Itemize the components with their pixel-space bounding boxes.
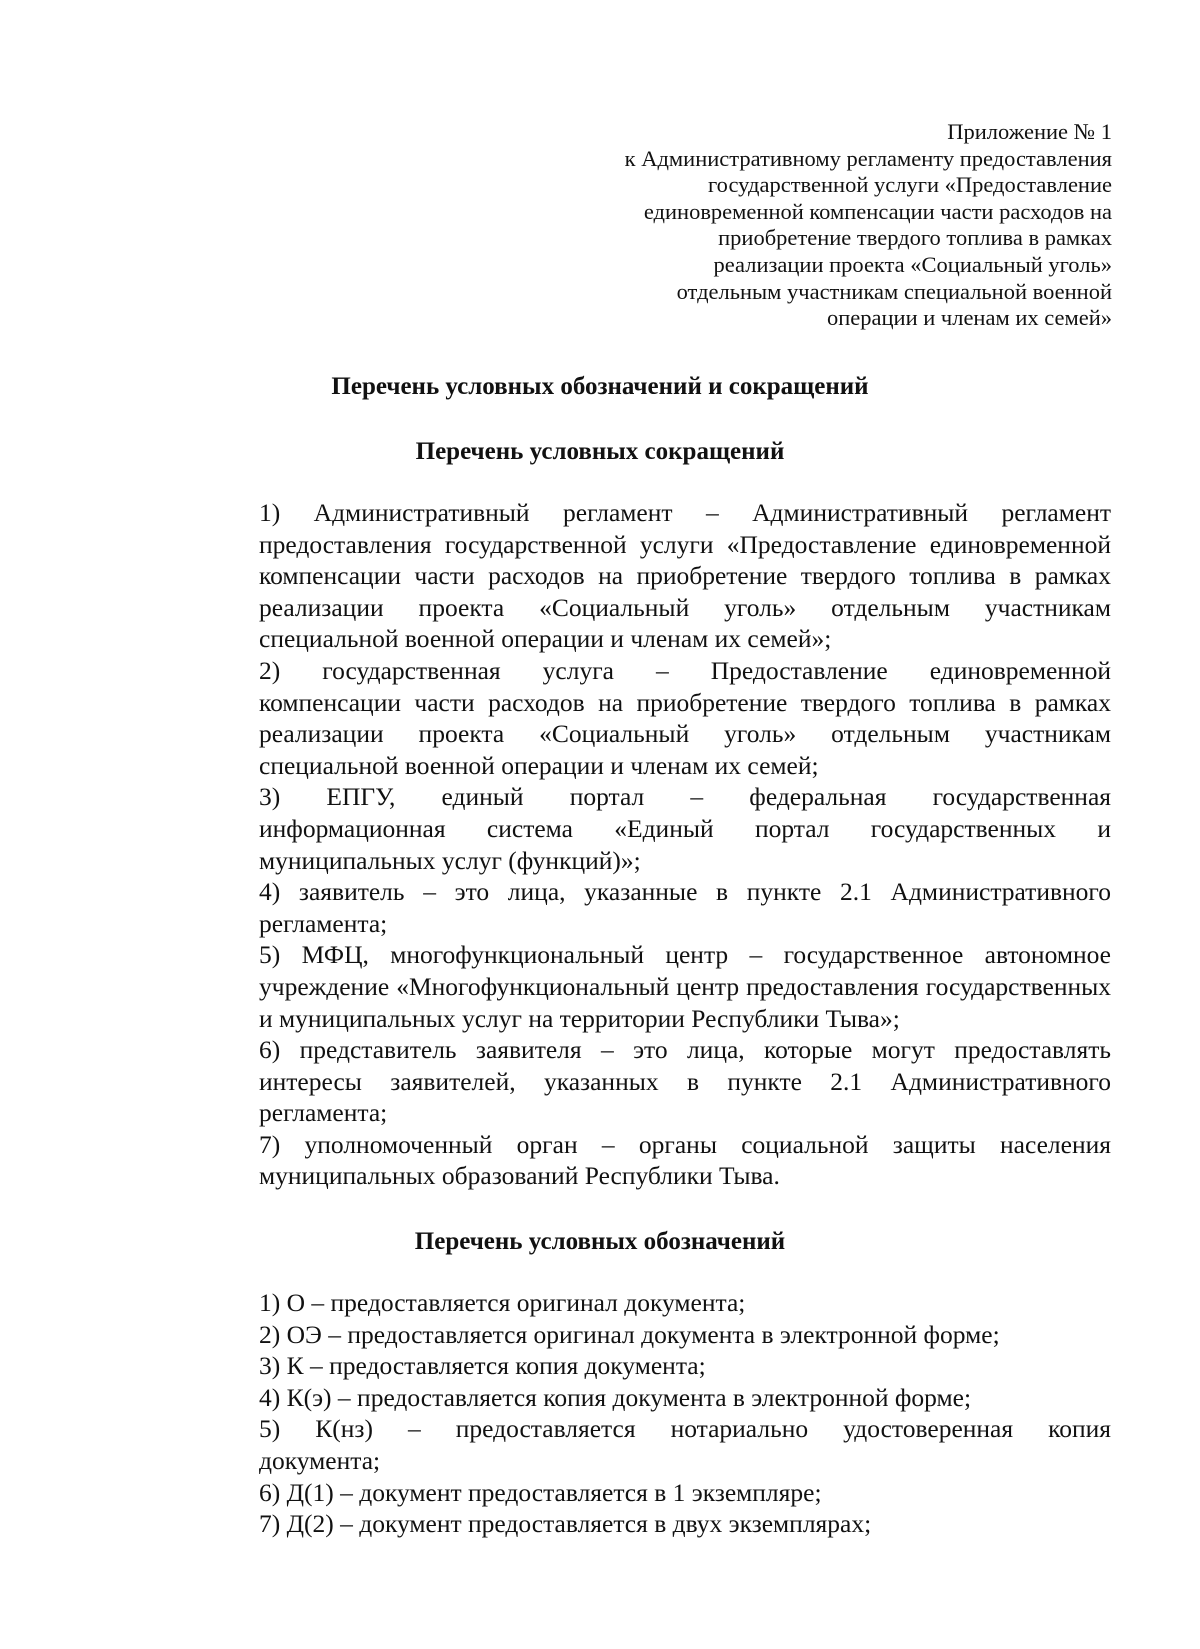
- item-line: специальной военной операции и членам их семей»;: [259, 624, 832, 654]
- item-line: компенсации части расходов на приобретение твердого топлива в рамках: [259, 687, 1111, 717]
- list-item: [191, 781, 1111, 876]
- abbreviations-title: Перечень условных сокращений: [415, 438, 785, 465]
- appendix-line: государственной услуги «Предоставление: [708, 172, 1112, 198]
- item-line: компенсации части расходов на приобретение твердого топлива в рамках: [259, 561, 1111, 591]
- item-line: реализации проекта «Социальный уголь» отдельным участникам: [259, 719, 1111, 749]
- item-line: 1) Административный регламент – Административный регламент: [259, 498, 1111, 527]
- appendix-line: единовременной компенсации части расходов на: [643, 198, 1112, 224]
- list-item: [191, 1129, 1111, 1192]
- item-line: реализации проекта «Социальный уголь» отдельным участникам: [259, 592, 1111, 622]
- item-line: муниципальных услуг (функций)»;: [259, 845, 641, 875]
- list-item: [191, 1350, 1111, 1382]
- item-line: 3) К – предоставляется копия документа;: [259, 1351, 706, 1381]
- list-item: [191, 1382, 1111, 1414]
- item-line: 4) заявитель – это лица, указанные в пункте 2.1 Административного: [259, 877, 1111, 907]
- appendix-line: отдельным участникам специальной военной: [676, 278, 1112, 304]
- appendix-line: к Административному регламенту предоставления: [624, 145, 1112, 171]
- item-line: 4) К(э) – предоставляется копия документа в электронной форме;: [259, 1382, 972, 1412]
- list-item: [191, 1413, 1111, 1476]
- item-line: и муниципальных услуг на территории Республики Тыва»;: [259, 1003, 900, 1033]
- list-item: [191, 1034, 1111, 1129]
- item-line: 5) МФЦ, многофункциональный центр – государственное автономное: [259, 940, 1111, 970]
- list-item: [191, 939, 1111, 1034]
- appendix-line: приобретение твердого топлива в рамках: [718, 225, 1112, 251]
- item-line: регламента;: [259, 908, 388, 938]
- item-line: 3) ЕПГУ, единый портал – федеральная государственная: [259, 782, 1111, 812]
- item-line: муниципальных образований Республики Тыва.: [259, 1161, 780, 1191]
- item-line: специальной военной операции и членам их семей;: [259, 750, 819, 780]
- item-line: 6) Д(1) – документ предоставляется в 1 экземпляре;: [259, 1477, 822, 1507]
- item-line: 7) уполномоченный орган – органы социальной защиты населения: [259, 1129, 1111, 1159]
- item-line: 7) Д(2) – документ предоставляется в двух экземплярах;: [259, 1509, 872, 1539]
- main-title: Перечень условных обозначений и сокращений: [331, 373, 869, 400]
- item-line: интересы заявителей, указанных в пункте 2.1 Административного: [259, 1066, 1111, 1096]
- symbols-title: Перечень условных обозначений: [414, 1228, 786, 1255]
- item-line: 2) ОЭ – предоставляется оригинал документа в электронной форме;: [259, 1319, 1000, 1349]
- item-line: 2) государственная услуга – Предоставление единовременной: [259, 655, 1111, 685]
- item-line: документа;: [259, 1445, 381, 1475]
- item-line: предоставления государственной услуги «Предоставление единовременной: [259, 529, 1111, 559]
- item-line: учреждение «Многофункциональный центр предоставления государственных: [259, 971, 1111, 1001]
- list-item: [191, 1477, 1111, 1509]
- list-item: [191, 1287, 1111, 1319]
- list-item: [191, 497, 1111, 655]
- appendix-line: Приложение № 1: [947, 119, 1112, 144]
- item-line: регламента;: [259, 1098, 388, 1128]
- list-item: [191, 1319, 1111, 1351]
- list-item: [191, 655, 1111, 781]
- appendix-line: реализации проекта «Социальный уголь»: [713, 251, 1112, 277]
- item-line: 6) представитель заявителя – это лица, которые могут предоставлять: [259, 1035, 1111, 1065]
- list-item: [191, 1508, 1111, 1540]
- item-line: 1) О – предоставляется оригинал документа;: [259, 1288, 746, 1317]
- abbreviations-list: [191, 497, 1111, 1192]
- symbols-list: [191, 1287, 1111, 1540]
- item-line: информационная система «Единый портал государственных и: [259, 813, 1111, 843]
- appendix-block: [560, 119, 1112, 332]
- item-line: 5) К(нз) – предоставляется нотариально удостоверенная копия: [259, 1414, 1111, 1444]
- list-item: [191, 876, 1111, 939]
- appendix-line: операции и членам их семей»: [826, 305, 1112, 331]
